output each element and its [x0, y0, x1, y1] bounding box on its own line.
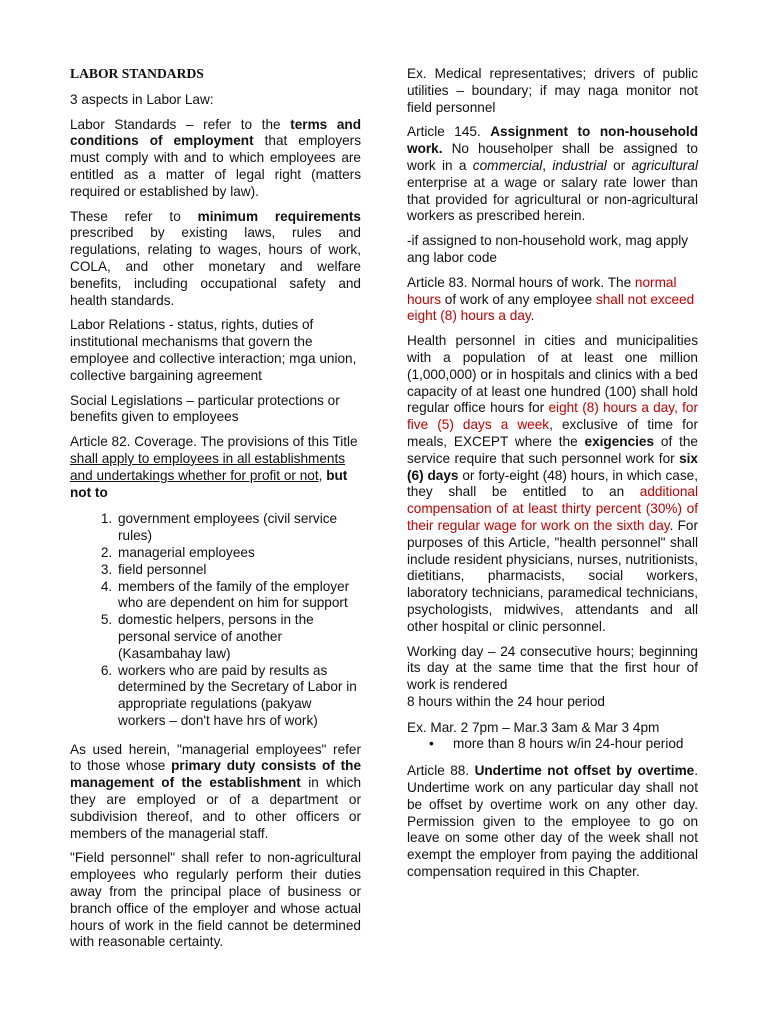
text: or forty-eight (48) hours, in which case, they shall be entitled to an [407, 467, 698, 500]
article-145-paragraph [407, 124, 698, 225]
left-column [70, 60, 361, 959]
text-italic: agricultural [631, 157, 698, 173]
social-legislations-paragraph: Social Legislations – particular protections or benefits given to employees [70, 392, 340, 425]
text: As used herein, "managerial employees" refer to those whose [70, 741, 361, 774]
text: enterprise at a wage or salary rate lower than that provided for agricultural or non-agricultural workers as prescribed herein. [407, 174, 698, 224]
text: in which they are employed or of a department or subdivision thereof, and to other officers or members of the managerial staff. [70, 775, 362, 841]
working-day-paragraph [407, 644, 698, 711]
text: that employers must comply with and to which employees are entitled as a matter of legal right (matters required or established by law). [70, 133, 362, 199]
text: Health personnel in cities and municipalities with a population of at least one million (1,000,000) or in hospitals and clinics with a bed capacity of at least one hundred (100) shall hold regular office hours for [407, 333, 698, 416]
text-underlined: shall apply to employees in all establishments and undertakings whether for profit or not [70, 450, 346, 483]
text: prescribed by existing laws, rules and regulations, relating to wages, hours of work, COLA, and other monetary and welfare benefits, including occupational safety and health standards. [70, 225, 361, 308]
doc-title: LABOR STANDARDS [70, 66, 204, 81]
aspects-heading: 3 aspects in Labor Law: [70, 91, 214, 107]
text: , [318, 467, 327, 483]
text-bold: terms and conditions of employment [70, 116, 361, 149]
text-red: eight (8) hours a day, for five (5) days a week [407, 400, 698, 433]
list-item: 2. managerial employees [116, 545, 361, 562]
text-red: normal hours [407, 274, 677, 307]
text-bold: Assignment to non-household work. [407, 124, 698, 157]
example-paragraph: Ex. Medical representatives; drivers of public utilities – boundary; if may naga monitor not field personnel [407, 66, 698, 115]
non-household-note: -if assigned to non-household work, mag apply ang labor code [407, 233, 689, 265]
text: Article 83. Normal hours of work. The [407, 274, 635, 290]
text-italic: commercial [472, 157, 543, 173]
labor-relations-paragraph: Labor Relations - status, rights, duties of institutional mechanisms that govern the employee and collective interaction; mga union, collective bargaining agreement [70, 317, 357, 383]
text: , [542, 157, 553, 173]
example-2-list [407, 736, 698, 753]
labor-standards-paragraph [70, 117, 361, 201]
exclusions-list [70, 511, 361, 729]
text-bold: minimum requirements [197, 208, 361, 224]
list-item: 6. workers who are paid by results as determined by the Secretary of Labor in appropriate regulations (pakyaw workers – don't have hrs of work) [116, 663, 361, 730]
text: of the service require that such personnel work for [407, 433, 698, 466]
text: or [606, 157, 632, 173]
text: of work of any employee [441, 291, 596, 307]
text: 8 hours within the 24 hour period [407, 693, 605, 709]
example-2-paragraph: Ex. Mar. 2 7pm – Mar.3 3am & Mar 3 4pm [407, 719, 660, 735]
health-personnel-paragraph [407, 333, 698, 635]
text-bold: but not to [70, 467, 348, 500]
managerial-employees-paragraph [70, 742, 361, 843]
list-item: 5. domestic helpers, persons in the personal service of another (Kasambahay law) [116, 612, 361, 662]
text: Article 145. [407, 124, 491, 140]
right-column [407, 60, 698, 889]
text-red: additional compensation of at least thirty percent (30%) of their regular wage for work on the sixth day [407, 484, 698, 533]
text-bold: exigencies [584, 433, 655, 449]
text: , exclusive of time for meals, EXCEPT where the [407, 417, 698, 449]
text: These refer to [70, 208, 198, 224]
text: . Undertime work on any particular day shall not be offset by overtime work on any other day. Permission given to the employee to go on leave on some other day of the week shall not exempt the employer from paying the additional compensation required in this Chapter. [407, 763, 699, 880]
text: Article 82. Coverage. The provisions of this Title [70, 434, 358, 450]
text: Labor Standards – refer to the [70, 116, 291, 132]
text-bold: six (6) days [407, 450, 698, 483]
text: Working day – 24 consecutive hours; beginning its day at the same time that the first hour of work is rendered [407, 643, 698, 693]
text: Article 88. [407, 763, 475, 779]
list-item: 3. field personnel [116, 562, 361, 579]
list-item: 1. government employees (civil service rules) [116, 511, 361, 545]
minimum-requirements-paragraph [70, 209, 361, 310]
text: No householper shall be assigned to work in a [407, 141, 698, 173]
article-83-paragraph [407, 275, 698, 325]
article-88-paragraph [407, 763, 698, 881]
text-bold: Undertime not offset by overtime [474, 763, 695, 779]
list-item: • more than 8 hours w/in 24-hour period [453, 736, 698, 753]
text: . For purposes of this Article, "health personnel" shall include resident physicians, nurses, nutritionists, dietitians, pharmacists, social workers, laboratory technicians, paramedical technicians, psychologists, midwives, attendants and all other hospital or clinic personnel. [407, 517, 698, 634]
text-italic: industrial [552, 157, 607, 173]
article-82-paragraph [70, 434, 361, 501]
text: . [530, 308, 535, 324]
text-red: shall not exceed eight (8) hours a day [407, 291, 695, 324]
list-item: 4. members of the family of the employer who are dependent on him for support [116, 579, 361, 613]
text-bold: primary duty consists of the management of the establishment [70, 758, 361, 791]
field-personnel-paragraph: "Field personnel" shall refer to non-agricultural employees who regularly perform their duties away from the principal place of business or branch office of the employer and whose actual hours of work in the field cannot be determined with reasonable certainty. [70, 850, 361, 950]
